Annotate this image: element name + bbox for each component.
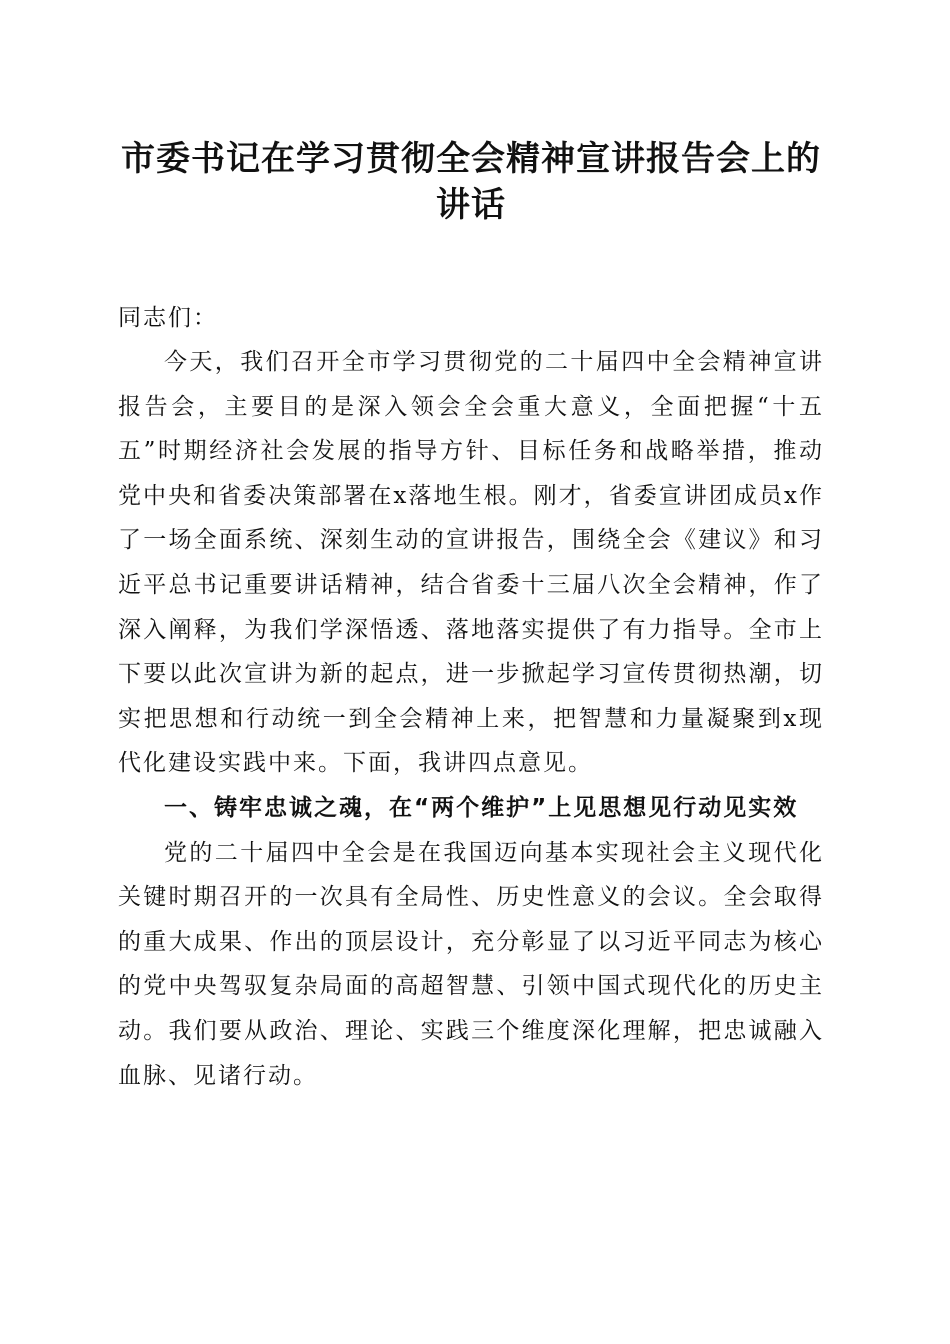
section-1-heading: 一、铸牢忠诚之魂，在“两个维护”上见思想见行动见实效 xyxy=(164,794,799,821)
document-title-line-1: 市委书记在学习贯彻全会精神宣讲报告会上的 xyxy=(121,139,821,179)
document-title xyxy=(118,136,824,228)
document-page xyxy=(118,136,824,1098)
document-title-line-2: 讲话 xyxy=(436,185,506,225)
section-1-paragraph: 党的二十届四中全会是在我国迈向基本实现社会主义现代化关键时期召开的一次具有全局性、历史性意义的会议。全会取得的重大成果、作出的顶层设计，充分彰显了以习近平同志为核心的党中央驾驭复杂局面的高超智慧、引领中国式现代化的历史主动。我们要从政治、理论、实践三个维度深化理解，把忠诚融入血脉、见诸行动。 xyxy=(118,839,824,1089)
salutation: 同志们： xyxy=(118,305,218,331)
opening-paragraph: 今天，我们召开全市学习贯彻党的二十届四中全会精神宣讲报告会，主要目的是深入领会全会重大意义，全面把握“十五五”时期经济社会发展的指导方针、目标任务和战略举措，推动党中央和省委决策部署在x落地生根。刚才，省委宣讲团成员x作了一场全面系统、深刻生动的宣讲报告，围绕全会《建议》和习近平总书记重要讲话精神，结合省委十三届八次全会精神，作了深入阐释，为我们学深悟透、落地落实提供了有力指导。全市上下要以此次宣讲为新的起点，进一步掀起学习宣传贯彻热潮，切实把思想和行动统一到全会精神上来，把智慧和力量凝聚到x现代化建设实践中来。下面，我讲四点意见。 xyxy=(118,349,824,777)
